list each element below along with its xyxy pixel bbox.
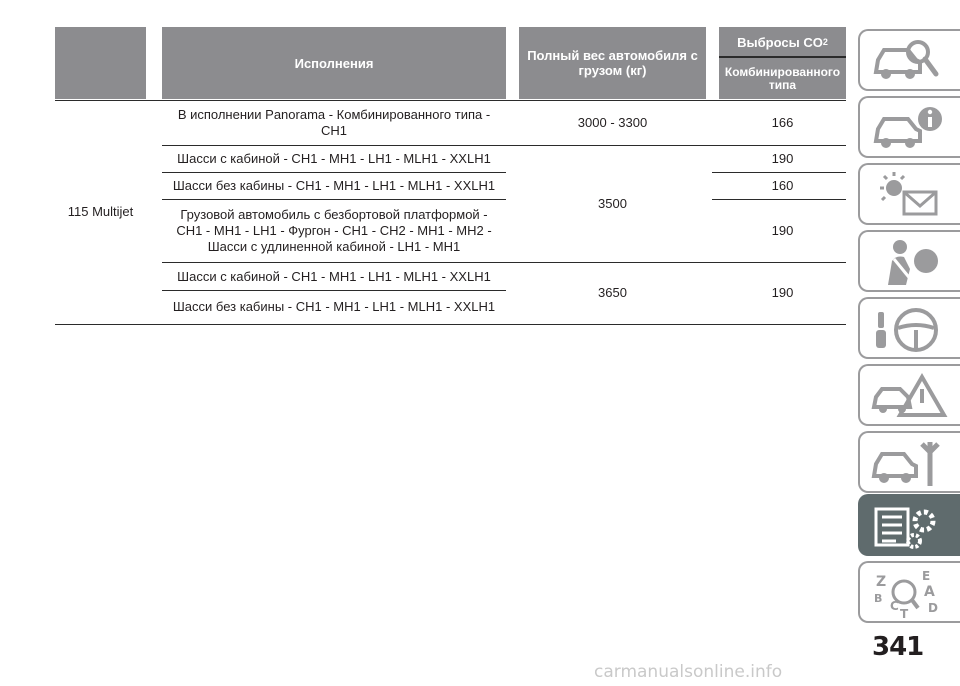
svg-text:B: B (874, 592, 883, 605)
tab-technical-data[interactable] (858, 494, 960, 556)
car-magnifier-icon (870, 34, 952, 88)
tab-car-knowledge[interactable] (858, 29, 960, 91)
svg-text:D: D (928, 601, 938, 615)
car-maintenance-icon (870, 436, 952, 490)
warning-lights-icon (870, 168, 952, 222)
version-cell: Шасси без кабины - CH1 - MH1 - LH1 - MLH1 - XXLH1 (172, 299, 496, 314)
co2-cell: 166 (771, 115, 794, 130)
svg-text:T: T (900, 607, 909, 620)
header-gross-weight: Полный вес автомобиля с грузом (кг) (519, 27, 706, 99)
svg-text:C: C (890, 599, 899, 613)
technical-data-icon (870, 499, 952, 553)
alphabetical-index-icon (870, 566, 952, 620)
page-number: 341 (872, 632, 924, 662)
seatbelt-airbag-icon (870, 235, 952, 289)
header-combined-type: Комбинированного типа (719, 58, 846, 99)
version-cell: Шасси с кабиной - CH1 - MH1 - LH1 - MLH1 - XXLH1 (177, 268, 491, 284)
tab-emergency[interactable] (858, 364, 960, 426)
header-blank-cell (55, 27, 146, 99)
weight-cell: 3500 (598, 196, 627, 211)
weight-cell: 3650 (598, 285, 627, 300)
svg-text:Z: Z (876, 574, 887, 590)
co2-cell: 190 (771, 223, 794, 238)
tab-safety[interactable] (858, 230, 960, 292)
co2-cell: 160 (771, 178, 794, 193)
tab-starting-driving[interactable] (858, 297, 960, 359)
co2-cell: 190 (771, 285, 794, 300)
version-cell: Шасси без кабины - CH1 - MH1 - LH1 - MLH1 - XXLH1 (172, 178, 496, 193)
svg-text:A: A (924, 584, 935, 600)
table-bottom-rule (55, 324, 846, 325)
header-co2: Выбросы CO 2 (719, 27, 846, 57)
version-cell: В исполнении Panorama - Комбинированного типа - CH1 (177, 107, 491, 138)
svg-text:E: E (922, 569, 931, 583)
tab-dashboard[interactable] (858, 96, 960, 158)
version-cell: Шасси с кабиной - CH1 - MH1 - LH1 - MLH1 - XXLH1 (177, 151, 491, 166)
header-versions: Исполнения (162, 27, 506, 99)
co2-cell: 190 (771, 151, 794, 166)
tab-servicing[interactable] (858, 431, 960, 493)
weight-cell: 3000 - 3300 (577, 115, 648, 130)
car-breakdown-icon (870, 369, 952, 423)
steering-wheel-icon (870, 302, 952, 356)
engine-label: 115 Multijet (67, 204, 134, 219)
table-top-rule (55, 100, 846, 101)
footer-watermark: carmanualsonline.info (594, 662, 783, 682)
tab-warning-lights[interactable] (858, 163, 960, 225)
version-cell: Грузовой автомобиль с безбортовой платформой - CH1 - MH1 - LH1 - Фургон - CH1 - CH2 - MH1 - MH2 - Шасси с удлиненной кабиной - LH1 - MH1 (176, 207, 492, 254)
car-info-icon (870, 101, 952, 155)
header-co2-subscript: 2 (822, 36, 828, 47)
tab-index[interactable] (858, 561, 960, 623)
